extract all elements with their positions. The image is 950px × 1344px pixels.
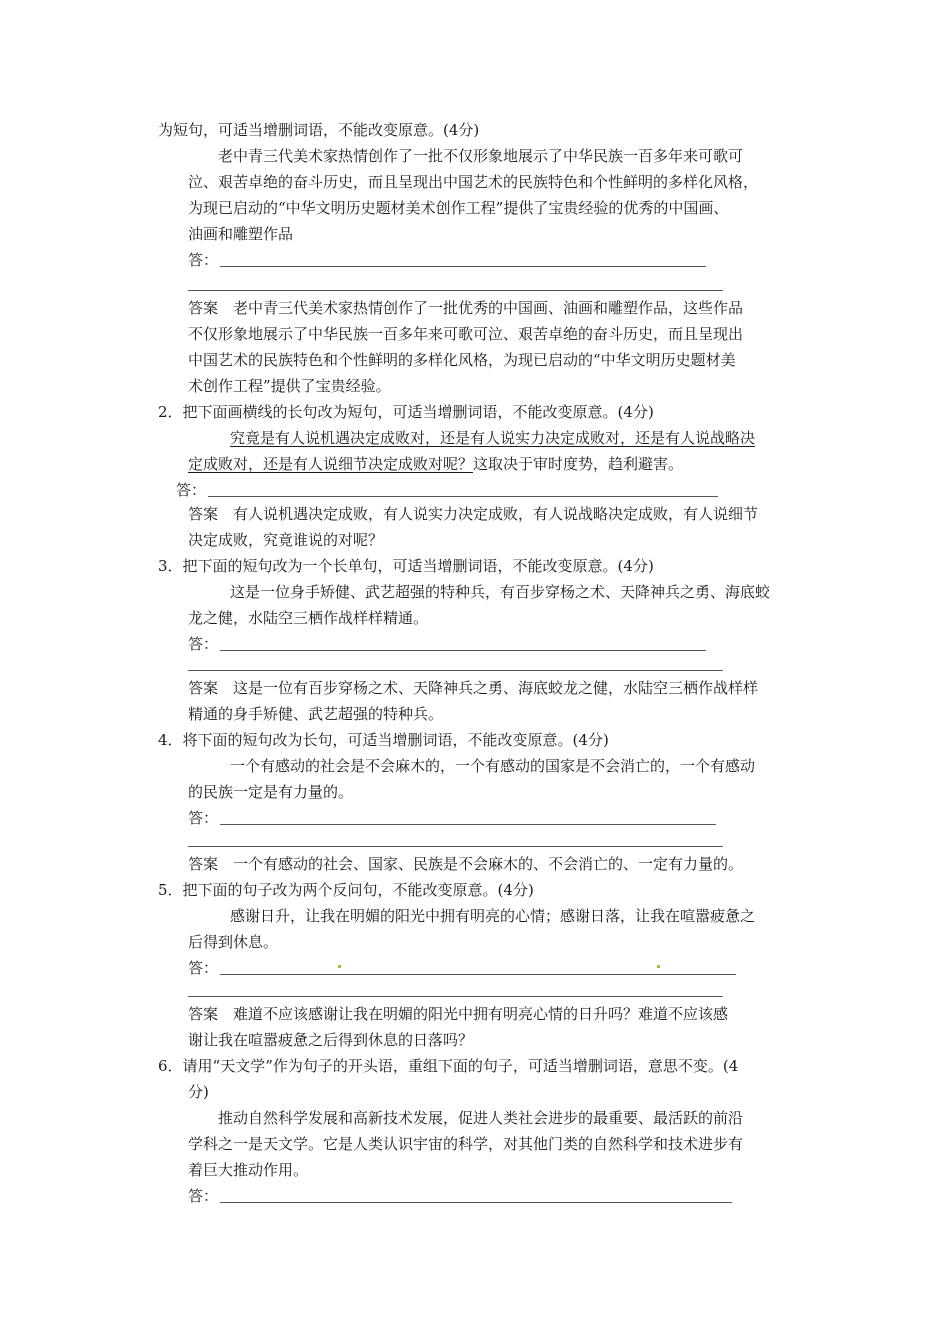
q4-answer-label: 答： xyxy=(188,809,219,827)
q1-instruction: 为短句，可适当增删词语，不能改变原意。(4分) xyxy=(158,121,480,139)
q5-key-line: 答案 难道不应该感谢让我在明媚的阳光中拥有明亮心情的日升吗？难道不应该感 xyxy=(188,1005,729,1023)
q3-key-line: 精通的身手矫健、武艺超强的特种兵。 xyxy=(188,705,444,723)
q2-source-rest: 这取决于审时度势，趋利避害。 xyxy=(473,455,684,473)
q4-source-line: 一个有感动的社会是不会麻木的，一个有感动的国家是不会消亡的，一个有感动 xyxy=(230,757,756,775)
speck-mark xyxy=(338,965,341,968)
q3-answer-line[interactable] xyxy=(220,650,706,651)
q5-answer-line[interactable] xyxy=(220,974,736,975)
q6-answer-label: 答： xyxy=(188,1187,219,1205)
q4-heading: 4．将下面的短句改为长句，可适当增删词语，不能改变原意。(4分) xyxy=(158,731,609,749)
q1-answer-line[interactable] xyxy=(188,290,723,291)
q5-source-line: 感谢日升，让我在明媚的阳光中拥有明亮的心情；感谢日落，让我在喧嚣疲惫之 xyxy=(230,907,756,925)
q6-source-line: 推动自然科学发展和高新技术发展，促进人类社会进步的最重要、最活跃的前沿 xyxy=(218,1109,744,1127)
q6-heading: 分) xyxy=(188,1083,209,1101)
q5-answer-label: 答： xyxy=(188,959,219,977)
speck-mark xyxy=(657,965,660,968)
q4-answer-line[interactable] xyxy=(188,846,723,847)
q1-source-line: 油画和雕塑作品 xyxy=(188,225,294,243)
q2-underlined-sentence: 定成败对，还是有人说细节决定成败对呢？ xyxy=(188,455,474,473)
q6-heading: 6．请用“天文学”作为句子的开头语，重组下面的句子，可适当增删词语，意思不变。(4 xyxy=(158,1057,739,1075)
q1-key-line: 术创作工程”提供了宝贵经验。 xyxy=(188,377,391,395)
q3-heading: 3．把下面的短句改为一个长单句，可适当增删词语，不能改变原意。(4分) xyxy=(158,557,654,575)
q1-answer-label: 答： xyxy=(188,251,219,269)
q4-answer-line[interactable] xyxy=(220,824,716,825)
q3-key-line: 答案 这是一位有百步穿杨之术、天降神兵之勇、海底蛟龙之健，水陆空三栖作战样样 xyxy=(188,679,759,697)
q2-key-line: 答案 有人说机遇决定成败，有人说实力决定成败，有人说战略决定成败，有人说细节 xyxy=(188,505,759,523)
q6-source-line: 着巨大推动作用。 xyxy=(188,1161,309,1179)
q1-source-line: 为现已启动的“中华文明历史题材美术创作工程”提供了宝贵经验的优秀的中国画、 xyxy=(188,199,729,217)
q1-answer-line[interactable] xyxy=(220,266,706,267)
q6-source-line: 学科之一是天文学。它是人类认识宇宙的科学，对其他门类的自然科学和技术进步有 xyxy=(188,1135,744,1153)
q2-underlined-sentence: 究竟是有人说机遇决定成败对，还是有人说实力决定成败对，还是有人说战略决 xyxy=(230,429,756,447)
q1-key-line: 中国艺术的民族特色和个性鲜明的多样化风格，为现已启动的“中华文明历史题材美 xyxy=(188,351,736,369)
q4-key-line: 答案 一个有感动的社会、国家、民族是不会麻木的、不会消亡的、一定有力量的。 xyxy=(188,855,744,873)
q1-key-line: 不仅形象地展示了中华民族一百多年来可歌可泣、艰苦卓绝的奋斗历史，而且呈现出 xyxy=(188,325,744,343)
q4-source-line: 的民族一定是有力量的。 xyxy=(188,783,354,801)
q2-heading: 2．把下面画横线的长句改为短句，可适当增删词语，不能改变原意。(4分) xyxy=(158,403,654,421)
q2-answer-label: 答： xyxy=(176,481,207,499)
q2-answer-line[interactable] xyxy=(208,496,718,497)
q1-key-line: 答案 老中青三代美术家热情创作了一批优秀的中国画、油画和雕塑作品，这些作品 xyxy=(188,299,744,317)
q2-source-line xyxy=(188,454,683,474)
q5-source-line: 后得到休息。 xyxy=(188,933,279,951)
q3-answer-line[interactable] xyxy=(188,670,723,671)
q2-key-line: 决定成败，究竟谁说的对呢？ xyxy=(188,531,384,549)
q5-answer-line[interactable] xyxy=(188,996,723,997)
q1-source-line: 老中青三代美术家热情创作了一批不仅形象地展示了中华民族一百多年来可歌可 xyxy=(218,147,744,165)
q3-source-line: 龙之健，水陆空三栖作战样样精通。 xyxy=(188,609,429,627)
q5-key-line: 谢让我在喧嚣疲惫之后得到休息的日落吗？ xyxy=(188,1031,474,1049)
q5-heading: 5．把下面的句子改为两个反问句，不能改变原意。(4分) xyxy=(158,881,534,899)
q3-source-line: 这是一位身手矫健、武艺超强的特种兵，有百步穿杨之术、天降神兵之勇、海底蛟 xyxy=(230,583,771,601)
q3-answer-label: 答： xyxy=(188,635,219,653)
q6-answer-line[interactable] xyxy=(220,1202,732,1203)
q1-source-line: 泣、艰苦卓绝的奋斗历史，而且呈现出中国艺术的民族特色和个性鲜明的多样化风格， xyxy=(188,173,759,191)
